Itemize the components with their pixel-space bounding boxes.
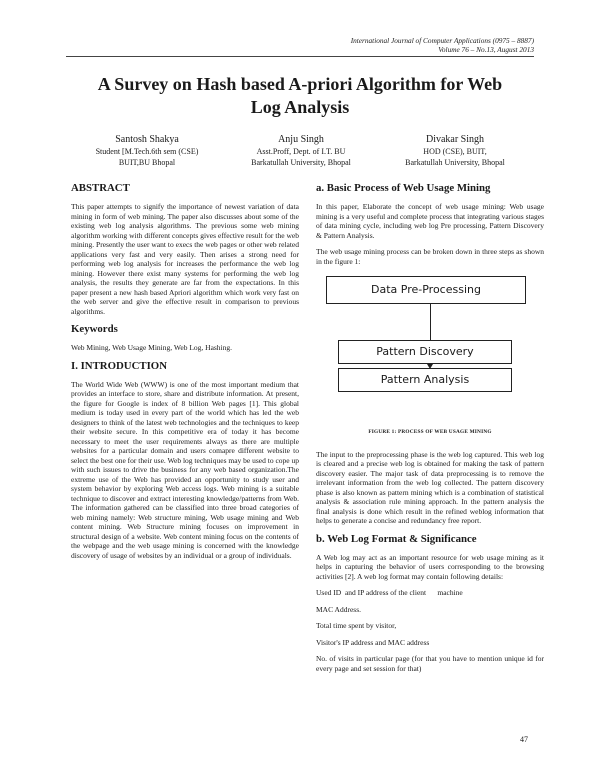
header-divider <box>66 56 534 57</box>
author-affiliation: HOD (CSE), BUIT, <box>423 147 487 156</box>
author-name: Anju Singh <box>278 134 324 145</box>
log-detail-item: Total time spent by visitor, <box>316 621 397 630</box>
diagram-box-preprocessing: Data Pre-Processing <box>326 276 526 304</box>
right-column <box>316 182 544 680</box>
section-b-paragraph-1: A Web log may act as an important resource for web usage mining as it helps in capturing the behavior of users corresponding to the browsing activities [2]. A web log format may contain following details: <box>316 552 544 581</box>
section-a-heading: a. Basic Process of Web Usage Mining <box>316 182 491 194</box>
volume-info: Volume 76 – No.13, August 2013 <box>438 45 534 54</box>
abstract-text: This paper attempts to signify the importance of newest variation of data mining in form of web mining. The paper also discusses about some of the existing web log analysis algorithms. The previous some web mining algorithm working with different concepts gives effective result for the web mining. Presently the user want to execs the web pages or other web related applications very fast and very easily. Then arises a strong need for performing web log analysis for increases the performance the web log mining. However there exist many systems for performing the web log analysis, the results they generate are far from the expectations. In this paper present a new hash based Apriori algorithm which work very fast on the web server and give the effective result in comparison to previous algorithms. <box>71 202 299 316</box>
left-column <box>71 182 299 567</box>
author-block-2 <box>216 133 386 168</box>
author-affiliation: Barkatullah University, Bhopal <box>405 158 505 167</box>
author-affiliation: Student [M.Tech.6th sem (CSE) <box>95 147 199 156</box>
diagram-box-discovery: Pattern Discovery <box>338 340 512 364</box>
author-block-3 <box>370 133 540 168</box>
journal-name: International Journal of Computer Applications (0975 – 8887) <box>350 36 534 45</box>
author-affiliation: Barkatullah University, Bhopal <box>251 158 351 167</box>
keywords-heading: Keywords <box>71 323 118 335</box>
log-detail-item: No. of visits in particular page (for that you have to mention unique id for every page and set session for that) <box>316 654 544 673</box>
section-b-heading: b. Web Log Format & Significance <box>316 532 477 545</box>
author-affiliation: Asst.Proff, Dept. of I.T. BU <box>256 147 346 156</box>
log-detail-item: Used ID and IP address of the client machine <box>316 588 463 597</box>
paper-title-line-2: Log Analysis <box>250 97 350 117</box>
author-affiliation: BUIT,BU Bhopal <box>118 158 176 167</box>
abstract-heading: ABSTRACT <box>71 182 130 194</box>
process-diagram <box>326 276 526 418</box>
diagram-box-analysis: Pattern Analysis <box>338 368 512 392</box>
page-number: 47 <box>520 735 528 744</box>
section-a-paragraph-3: The input to the preprocessing phase is the web log captured. This web log is cleared and a precise web log is obtained for making the task of pattern discovery easier. The major task of data preprocessing is to remove the irrelevant information from the web log collected. The pattern discovery phase is also known as pattern mining which is a combination of statistical analysis & association rule mining approach. In the pattern analysis the final analysis is done which result in the refined weblog information that helps to generate a concise and redundancy free report. <box>316 449 544 525</box>
author-block-1 <box>62 133 232 168</box>
paper-title-line-1: A Survey on Hash based A-priori Algorithm for Web <box>97 74 503 94</box>
log-detail-item: Visitor's IP address and MAC address <box>316 637 430 647</box>
log-detail-item: MAC Address. <box>316 604 362 614</box>
figure-caption: FIGURE 1: PROCESS OF WEB USAGE MINING <box>368 429 492 435</box>
introduction-text: The World Wide Web (WWW) is one of the most important medium that provides an interface to store, share and distribute information. At present, the figure for Google is index of 8 billion Web pages [1]. This global medium is today used in every part of the world which has led the web designers to think of the latest web technologies and the techniques to keep their website secure. In this competitive era of today it has become necessary to meet the user requirements always as there are multiple websites for a particular domain and users comapre different website to select the best one for their use. Web log techniques may be used to cope up with such issues to drive the business for any web based organization.The extreme use of the Web has provided an opportunity to study user and system behavior by exploring Web access logs. Web mining is a suitable technique to discover and extract interesting knowledge/patterns from Web. The information gathered can be classified into three broad categories of web mining namely: Web structure mining, Web usage mining and Web content mining. Web Structure mining focuses on improvement in structural design of a website. Web content mining focus on the contents of the webpage and the web usage mining is concerned with the knowledge discovery of usage of websites by an individual or a group of individuals. <box>71 379 299 560</box>
author-name: Divakar Singh <box>425 134 485 145</box>
paper-title <box>60 73 540 119</box>
section-a-paragraph-2: The web usage mining process can be broken down in three steps as shown in the figure 1: <box>316 247 544 266</box>
section-a-paragraph-1: In this paper, Elaborate the concept of web usage mining: Web usage mining is a very useful and complete process that integrating various stages of data mining cycle, including web log Pre processing, Pattern Discovery & Pattern Analysis. <box>316 202 544 240</box>
keywords-text: Web Mining, Web Usage Mining, Web Log, Hashing. <box>71 343 233 352</box>
author-name: Santosh Shakya <box>115 134 179 145</box>
introduction-heading: I. INTRODUCTION <box>71 359 167 372</box>
